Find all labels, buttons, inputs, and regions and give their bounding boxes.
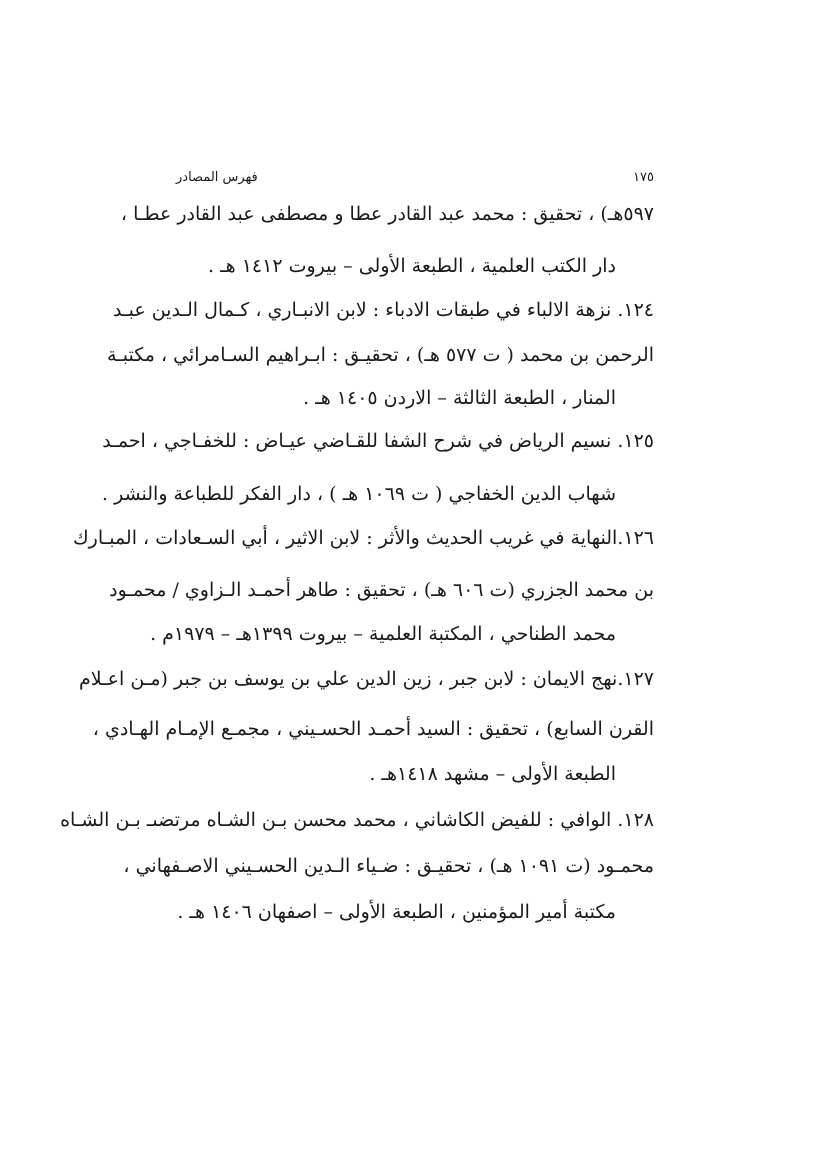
entry-124: ١٢٤. نزهة الالباء في طبقات الادباء : لابن الانبـاري ، كـمال الـدين عبـد bbox=[113, 299, 654, 321]
page-number: ١٧٥ bbox=[633, 169, 654, 185]
entry-127: ١٢٧.نهج الايمان : لابن جبر ، زين الدين علي بن يوسف بن جبر (مـن اعـلام bbox=[79, 668, 654, 690]
text-line: المنار ، الطبعة الثالثة – الاردن ١٤٠٥ هـ . bbox=[303, 387, 616, 409]
text-line: الرحمن بن محمد ( ت ٥٧٧ هـ) ، تحقيـق : ابـراهيم السـامرائي ، مكتبـة bbox=[107, 344, 654, 366]
text-line: شهاب الدين الخفاجي ( ت ١٠٦٩ هـ ) ، دار الفكر للطباعة والنشر . bbox=[102, 483, 616, 505]
entry-125: ١٢٥. نسيم الرياض في شرح الشفا للقـاضي عيـاض : للخفـاجي ، احمـد bbox=[102, 430, 654, 452]
text-line: محمد الطناحي ، المكتبة العلمية – بيروت ١٣٩٩هـ – ١٩٧٩م . bbox=[150, 623, 616, 645]
text-line: الطبعة الأولى – مشهد ١٤١٨هـ . bbox=[369, 763, 616, 785]
entry-128: ١٢٨. الوافي : للفيض الكاشاني ، محمد محسن بـن الشـاه مرتضىـ بـن الشـاه bbox=[60, 809, 654, 831]
text-line: ٥٩٧هـ) ، تحقيق : محمد عبد القادر عطا و مصطفى عبد القادر عطـا ، bbox=[120, 203, 654, 225]
text-line: القرن السابع) ، تحقيق : السيد أحمـد الحسـيني ، مجمـع الإمـام الهـادي ، bbox=[92, 718, 654, 740]
text-line: محمـود (ت ١٠٩١ هـ) ، تحقيـق : ضـياء الـدين الحسـيني الاصـفهاني ، bbox=[123, 855, 654, 877]
entry-126: ١٢٦.النهاية في غريب الحديث والأثر : لابن الاثير ، أبي السـعادات ، المبـارك bbox=[73, 527, 654, 549]
page-header bbox=[176, 166, 654, 188]
running-title: فهرس المصادر bbox=[176, 169, 258, 185]
text-line: مكتبة أمير المؤمنين ، الطبعة الأولى – اصفهان ١٤٠٦ هـ . bbox=[177, 901, 616, 923]
text-line: بن محمد الجزري (ت ٦٠٦ هـ) ، تحقيق : طاهر أحمـد الـزاوي / محمـود bbox=[109, 579, 654, 601]
text-line: دار الكتب العلمية ، الطبعة الأولى – بيروت ١٤١٢ هـ . bbox=[207, 255, 616, 277]
